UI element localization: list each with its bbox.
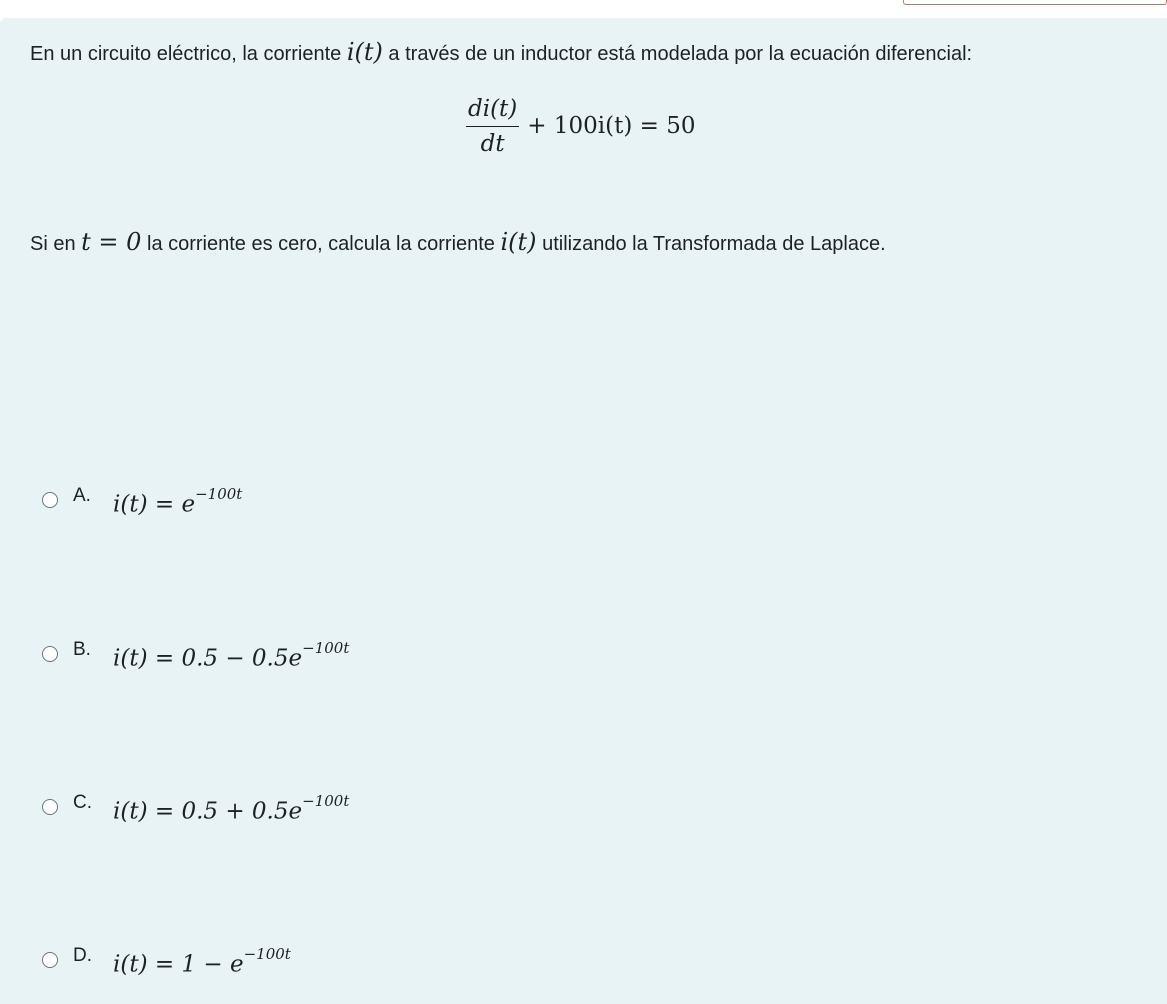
differential-equation [466,90,695,162]
intro-math-var: i(t) [346,38,383,66]
option-c[interactable] [42,787,349,827]
radio-button-c[interactable] [42,799,58,815]
fraction-denominator: dt [480,130,505,157]
equation-rest: + 100i(t) = 50 [527,113,696,139]
option-d[interactable] [42,940,291,980]
radio-button-a[interactable] [42,492,58,508]
option-b[interactable] [42,634,349,674]
option-c-formula: $i(t) = 0.5 + 0.5e^{-100t}$ [113,791,350,825]
option-d-letter: D. [73,945,92,966]
radio-button-b[interactable] [42,646,58,662]
cond-text-before: Si en [30,233,82,255]
fraction-numerator: di(t) [466,96,519,127]
cond-math-t: t = 0 [81,228,142,256]
cond-text-middle: la corriente es cero, calcula la corriente [141,233,501,255]
option-b-formula: $i(t) = 0.5 - 0.5e^{-100t}$ [113,638,350,672]
question-intro [30,38,972,68]
top-tab-edge [903,0,1167,5]
option-c-letter: C. [73,792,92,813]
cond-text-after: utilizando la Transformada de Laplace. [536,233,886,255]
cond-math-var: i(t) [500,228,537,256]
option-d-formula: $i(t) = 1 - e^{-100t}$ [113,944,291,978]
derivative-fraction [466,96,519,157]
radio-button-d[interactable] [42,952,58,968]
question-condition [30,228,886,258]
option-a[interactable] [42,480,242,520]
option-b-letter: B. [73,639,91,660]
option-a-letter: A. [73,485,91,506]
intro-text-before: En un circuito eléctrico, la corriente [30,43,347,65]
option-a-formula: $i(t) = e^{-100t}$ [113,484,243,518]
intro-text-after: a través de un inductor está modelada por la ecuación diferencial: [382,43,973,65]
question-card [0,18,1167,1004]
